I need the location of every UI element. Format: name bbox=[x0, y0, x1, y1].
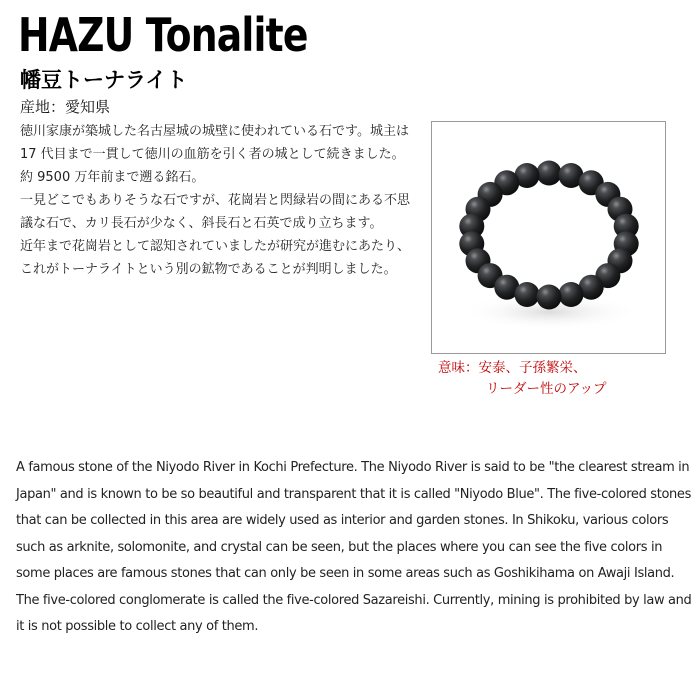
page-title: HAZU Tonalite bbox=[18, 8, 308, 62]
japanese-stone-name: 幡豆トーナライト bbox=[20, 68, 188, 92]
english-description: A famous stone of the Niyodo River in Kochi Prefecture. The Niyodo River is said to be "the clearest stream in Japan" and is known to be so beautiful and transparent that it is called "Niyodo Blue". The five-colored stones that can be collected in this area are widely used as interior and garden stones. In Shikoku, various colors such as arknite, solomonite, and crystal can be seen, but the places where you can see the five colors in some places are famous stones that can only be seen in some areas such as Goshikihama on Awaji Island. The five-colored conglomerate is called the five-colored Sazareishi. Currently, mining is prohibited by law and it is not possible to collect any of them. bbox=[16, 460, 692, 634]
bracelet-bead bbox=[537, 161, 562, 186]
jp-paragraph: 約 9500 万年前まで遡る銘石。 bbox=[20, 170, 205, 185]
bracelet-image bbox=[432, 122, 665, 353]
meaning-line-1: 意味：安泰、子孫繁栄、 bbox=[438, 360, 587, 376]
meaning-text bbox=[438, 358, 607, 400]
bracelet-bead bbox=[559, 282, 584, 307]
meaning-line-2: リーダー性のアップ bbox=[486, 381, 607, 397]
bracelet-bead bbox=[515, 282, 540, 307]
origin-label: 産地：愛知県 bbox=[20, 98, 111, 116]
jp-paragraph: 近年まで花崗岩として認知されていましたが研究が進むにあたり、これがトーナライトという別の鉱物であることが判明しました。 bbox=[20, 239, 411, 277]
bracelet-bead bbox=[537, 285, 562, 310]
bracelet-beads bbox=[459, 161, 638, 310]
japanese-description bbox=[20, 120, 412, 281]
jp-paragraph: 一見どこでもありそうな石ですが、花崗岩と閃緑岩の間にある不思議な石で、カリ長石が少なく、斜長石と石英で成り立ちます。 bbox=[20, 193, 411, 231]
bracelet-photo bbox=[431, 121, 666, 354]
jp-paragraph: 徳川家康が築城した名古屋城の城壁に使われている石です。城主は 17 代目まで一貫して徳川の血筋を引く者の城として続きました。 bbox=[20, 124, 409, 162]
